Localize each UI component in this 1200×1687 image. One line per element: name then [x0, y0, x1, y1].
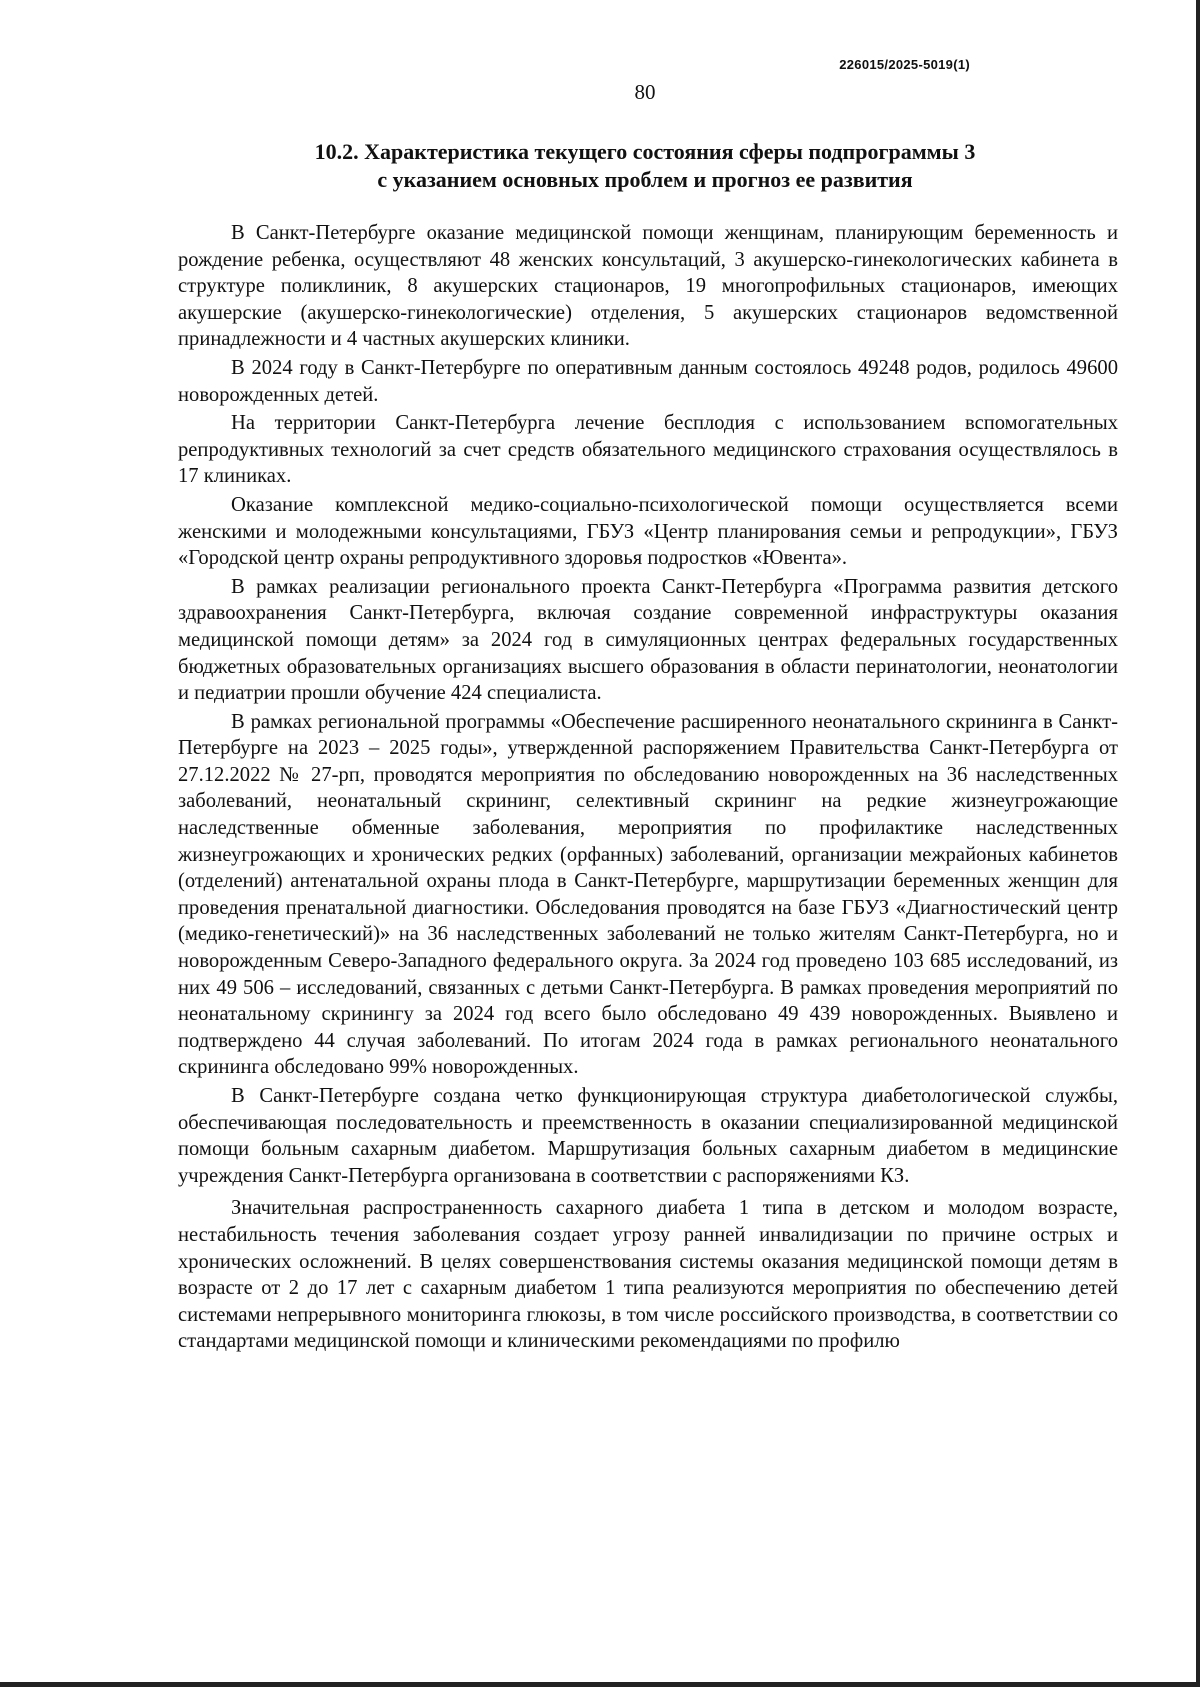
document-code: 226015/2025-5019(1) — [839, 57, 970, 72]
page-number: 80 — [634, 80, 656, 104]
section-heading — [200, 138, 1090, 194]
heading-line: с указанием основных проблем и прогноз ее развития — [377, 167, 913, 192]
paragraph: В Санкт-Петербурге создана четко функционирующая структура диабетологической службы, обеспечивающая последовательность и преемственность в оказании специализированной медицинской помощи больным сахарным диабетом. Маршрутизация больных сахарным диабетом в медицинские учреждения Санкт-Петербурга организована в соответствии с распоряжениями КЗ. — [178, 1085, 1118, 1187]
paragraph: На территории Санкт-Петербурга лечение бесплодия с использованием вспомогательных репродуктивных технологий за счет средств обязательного медицинского страхования осуществлялось в 17 клиниках. — [178, 412, 1118, 488]
paragraph: Оказание комплексной медико-социально-психологической помощи осуществляется всеми женскими и молодежными консультациями, ГБУЗ «Центр планирования семьи и репродукции», ГБУЗ «Городской центр охраны репродуктивного здоровья подростков «Ювента». — [178, 493, 1118, 570]
paragraph: В рамках региональной программы «Обеспечение расширенного неонатального скрининга в Санкт-Петербурге на 2023 – 2025 годы», утвержденной распоряжением Правительства Санкт-Петербурга от 27.12.2022 № 27-рп, проводятся мероприятия по обследованию новорожденных на 36 наследственных заболеваний, неонатальный скрининг, селективный скрининг на редкие жизнеугрожающие наследственные обменные заболевания, мероприятия по профилактике наследственных жизнеугрожающих и хронических редких (орфанных) заболеваний, организации межрайоных кабинетов (отделений) антенатальной охраны плода в Санкт-Петербурге, маршрутизации беременных женщин для проведения пренатальной диагностики. Обследования проводятся на базе ГБУЗ «Диагностический центр (медико-генетический)» на 36 наследственных заболеваний не только жителям Санкт-Петербурга, но и новорожденным Северо-Западного федерального округа. За 2024 год проведено 103 685 исследований, из них 49 506 – исследований, связанных с детьми Санкт-Петербурга. В рамках проведения мероприятий по неонатальному скринингу за 2024 год всего было обследовано 49 439 новорожденных. Выявлено и подтверждено 44 случая заболеваний. По итогам 2024 года в рамках регионального неонатального скрининга обследовано 99% новорожденных. — [178, 710, 1118, 1079]
paragraph: В 2024 году в Санкт-Петербурге по оперативным данным состоялось 49248 родов, родилось 49600 новорожденных детей. — [178, 356, 1118, 406]
paragraph: В Санкт-Петербурге оказание медицинской помощи женщинам, планирующим беременность и рождение ребенка, осуществляют 48 женских консультаций, 3 акушерско-гинекологических кабинета в структуре поликлиник, 8 акушерских стационаров, 19 многопрофильных стационаров, имеющих акушерские (акушерско-гинекологические) отделения, 5 акушерских стационаров ведомственной принадлежности и 4 частных акушерских клиники. — [178, 222, 1118, 351]
body-text — [178, 220, 1118, 1355]
heading-line: 10.2. Характеристика текущего состояния сферы подпрограммы 3 — [314, 139, 976, 164]
paragraph: Значительная распространенность сахарного диабета 1 типа в детском и молодом возрасте, нестабильность течения заболевания создает угрозу ранней инвалидизации по причине острых и хронических осложнений. В целях совершенствования системы оказания медицинской помощи детям в возрасте от 2 до 17 лет с сахарным диабетом 1 типа реализуются мероприятия по обеспечению детей системами непрерывного мониторинга глюкозы, в том числе российского производства, в соответствии со стандартами медицинской помощи и клиническими рекомендациями по профилю — [178, 1197, 1118, 1353]
paragraph: В рамках реализации регионального проекта Санкт-Петербурга «Программа развития детского здравоохранения Санкт-Петербурга, включая создание современной инфраструктуры оказания медицинской помощи детям» за 2024 год в симуляционных центрах федеральных государственных бюджетных образовательных организациях высшего образования в области перинатологии, неонатологии и педиатрии прошли обучение 424 специалиста. — [178, 575, 1118, 705]
